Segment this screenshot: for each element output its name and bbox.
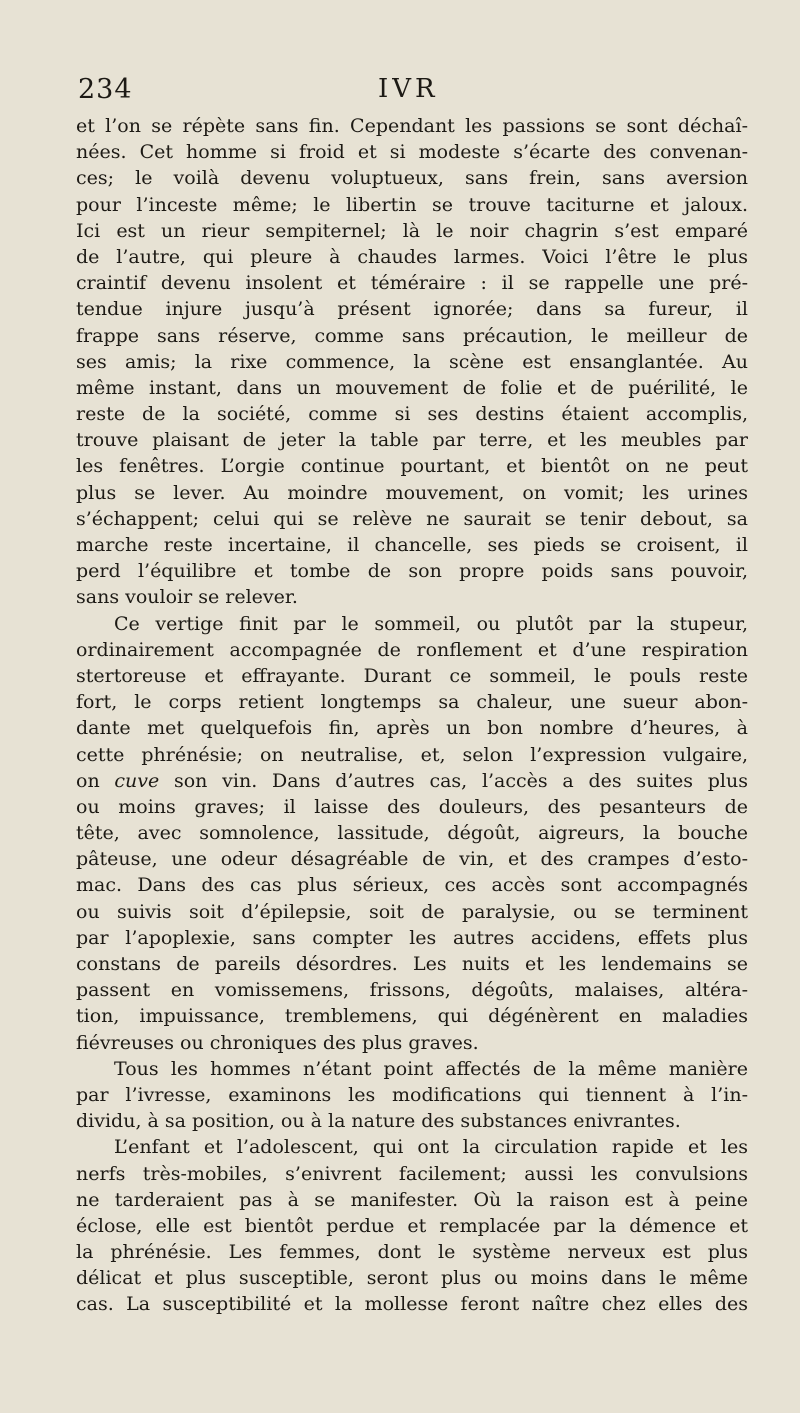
text-line: par l’apoplexie, sans compter les autres accidens, effets plus [76, 926, 748, 949]
text-line: craintif devenu insolent et téméraire : il se rappelle une pré- [76, 272, 748, 295]
paragraph [76, 1056, 748, 1135]
text-line: passent en vomissemens, frissons, dégoûts, malaises, altéra- [76, 979, 748, 1002]
text-line: on cuve son vin. Dans d’autres cas, l’accès a des suites plus [76, 769, 748, 792]
text-line: les fenêtres. L’orgie continue pourtant, et bientôt on ne peut [76, 455, 748, 478]
text-line: fiévreuses ou chroniques des plus graves. [76, 1031, 479, 1054]
text-line: ses amis; la rixe commence, la scène est ensanglantée. Au [76, 350, 748, 373]
text-line: ordinairement accompagnée de ronflement et d’une respiration [76, 638, 748, 661]
text-line: tendue injure jusqu’à présent ignorée; dans sa fureur, il [76, 298, 748, 321]
paragraph [76, 1134, 748, 1317]
text-line: ces; le voilà devenu voluptueux, sans frein, sans aversion [76, 167, 748, 190]
text-line: marche reste incertaine, il chancelle, ses pieds se croisent, il [76, 534, 748, 556]
text-line: pâteuse, une odeur désagréable de vin, et des crampes d’esto- [76, 848, 748, 871]
text-line: constans de pareils désordres. Les nuits et les lendemains se [76, 953, 748, 975]
paragraph [76, 113, 748, 611]
text-line: Ici est un rieur sempiternel; là le noir chagrin s’est emparé [76, 219, 748, 242]
text-line: de l’autre, qui pleure à chaudes larmes. Voici l’être le plus [76, 245, 748, 268]
text-line: même instant, dans un mouvement de folie et de puérilité, le [76, 376, 748, 399]
text-line: plus se lever. Au moindre mouvement, on vomit; les urines [76, 481, 748, 504]
text-line: ne tarderaient pas à se manifester. Où la raison est à peine [76, 1188, 748, 1211]
page-number: 234 [78, 74, 133, 105]
text-line: mac. Dans des cas plus sérieux, ces accès sont accompagnés [76, 874, 748, 897]
text-line: Ce vertige finit par le sommeil, ou plutôt par la stupeur, [114, 612, 748, 635]
running-head: IVR [378, 74, 439, 104]
text-line: dante met quelquefois fin, après un bon nombre d’heures, à [76, 717, 748, 740]
text-line: stertoreuse et effrayante. Durant ce sommeil, le pouls reste [76, 664, 748, 687]
text-line: perd l’équilibre et tombe de son propre poids sans pouvoir, [76, 560, 748, 583]
text-line: sans vouloir se relever. [76, 586, 298, 609]
text-line: ou moins graves; il laisse des douleurs, des pesanteurs de [76, 795, 748, 818]
text-line: dividu, à sa position, ou à la nature des substances enivrantes. [76, 1110, 681, 1133]
text-line: éclose, elle est bientôt perdue et remplacée par la démence et [76, 1214, 748, 1237]
text-line: L’enfant et l’adolescent, qui ont la circulation rapide et les [114, 1136, 748, 1159]
text-line: trouve plaisant de jeter la table par terre, et les meubles par [76, 429, 748, 452]
text-line: la phrénésie. Les femmes, dont le système nerveux est plus [76, 1241, 748, 1264]
text-line: frappe sans réserve, comme sans précaution, le meilleur de [76, 324, 748, 347]
page-header [78, 70, 748, 110]
text-line: par l’ivresse, examinons les modifications qui tiennent à l’in- [76, 1083, 748, 1106]
text-line: cette phrénésie; on neutralise, et, selon l’expression vulgaire, [76, 743, 748, 766]
text-line: fort, le corps retient longtemps sa chaleur, une sueur abon- [76, 691, 748, 714]
text-line: tion, impuissance, tremblemens, qui dégénèrent en maladies [76, 1005, 748, 1028]
text-line: Tous les hommes n’étant point affectés de la même manière [114, 1057, 748, 1080]
text-line: cas. La susceptibilité et la mollesse feront naître chez elles des [76, 1293, 748, 1316]
text-line: nées. Cet homme si froid et si modeste s’écarte des convenan- [76, 141, 748, 164]
text-line: délicat et plus susceptible, seront plus ou moins dans le même [76, 1267, 748, 1290]
body-text [76, 113, 748, 1318]
text-line: pour l’inceste même; le libertin se trouve taciturne et jaloux. [76, 193, 748, 216]
paragraph [76, 611, 748, 1056]
text-line: nerfs très-mobiles, s’enivrent facilement; aussi les convulsions [76, 1162, 748, 1185]
text-line: s’échappent; celui qui se relève ne saurait se tenir debout, sa [76, 507, 748, 530]
text-line: et l’on se répète sans fin. Cependant les passions se sont déchaî- [76, 115, 748, 137]
text-line: reste de la société, comme si ses destins étaient accomplis, [76, 403, 748, 426]
text-line: ou suivis soit d’épilepsie, soit de paralysie, ou se terminent [76, 900, 748, 923]
text-line: tête, avec somnolence, lassitude, dégoût, aigreurs, la bouche [76, 822, 748, 845]
